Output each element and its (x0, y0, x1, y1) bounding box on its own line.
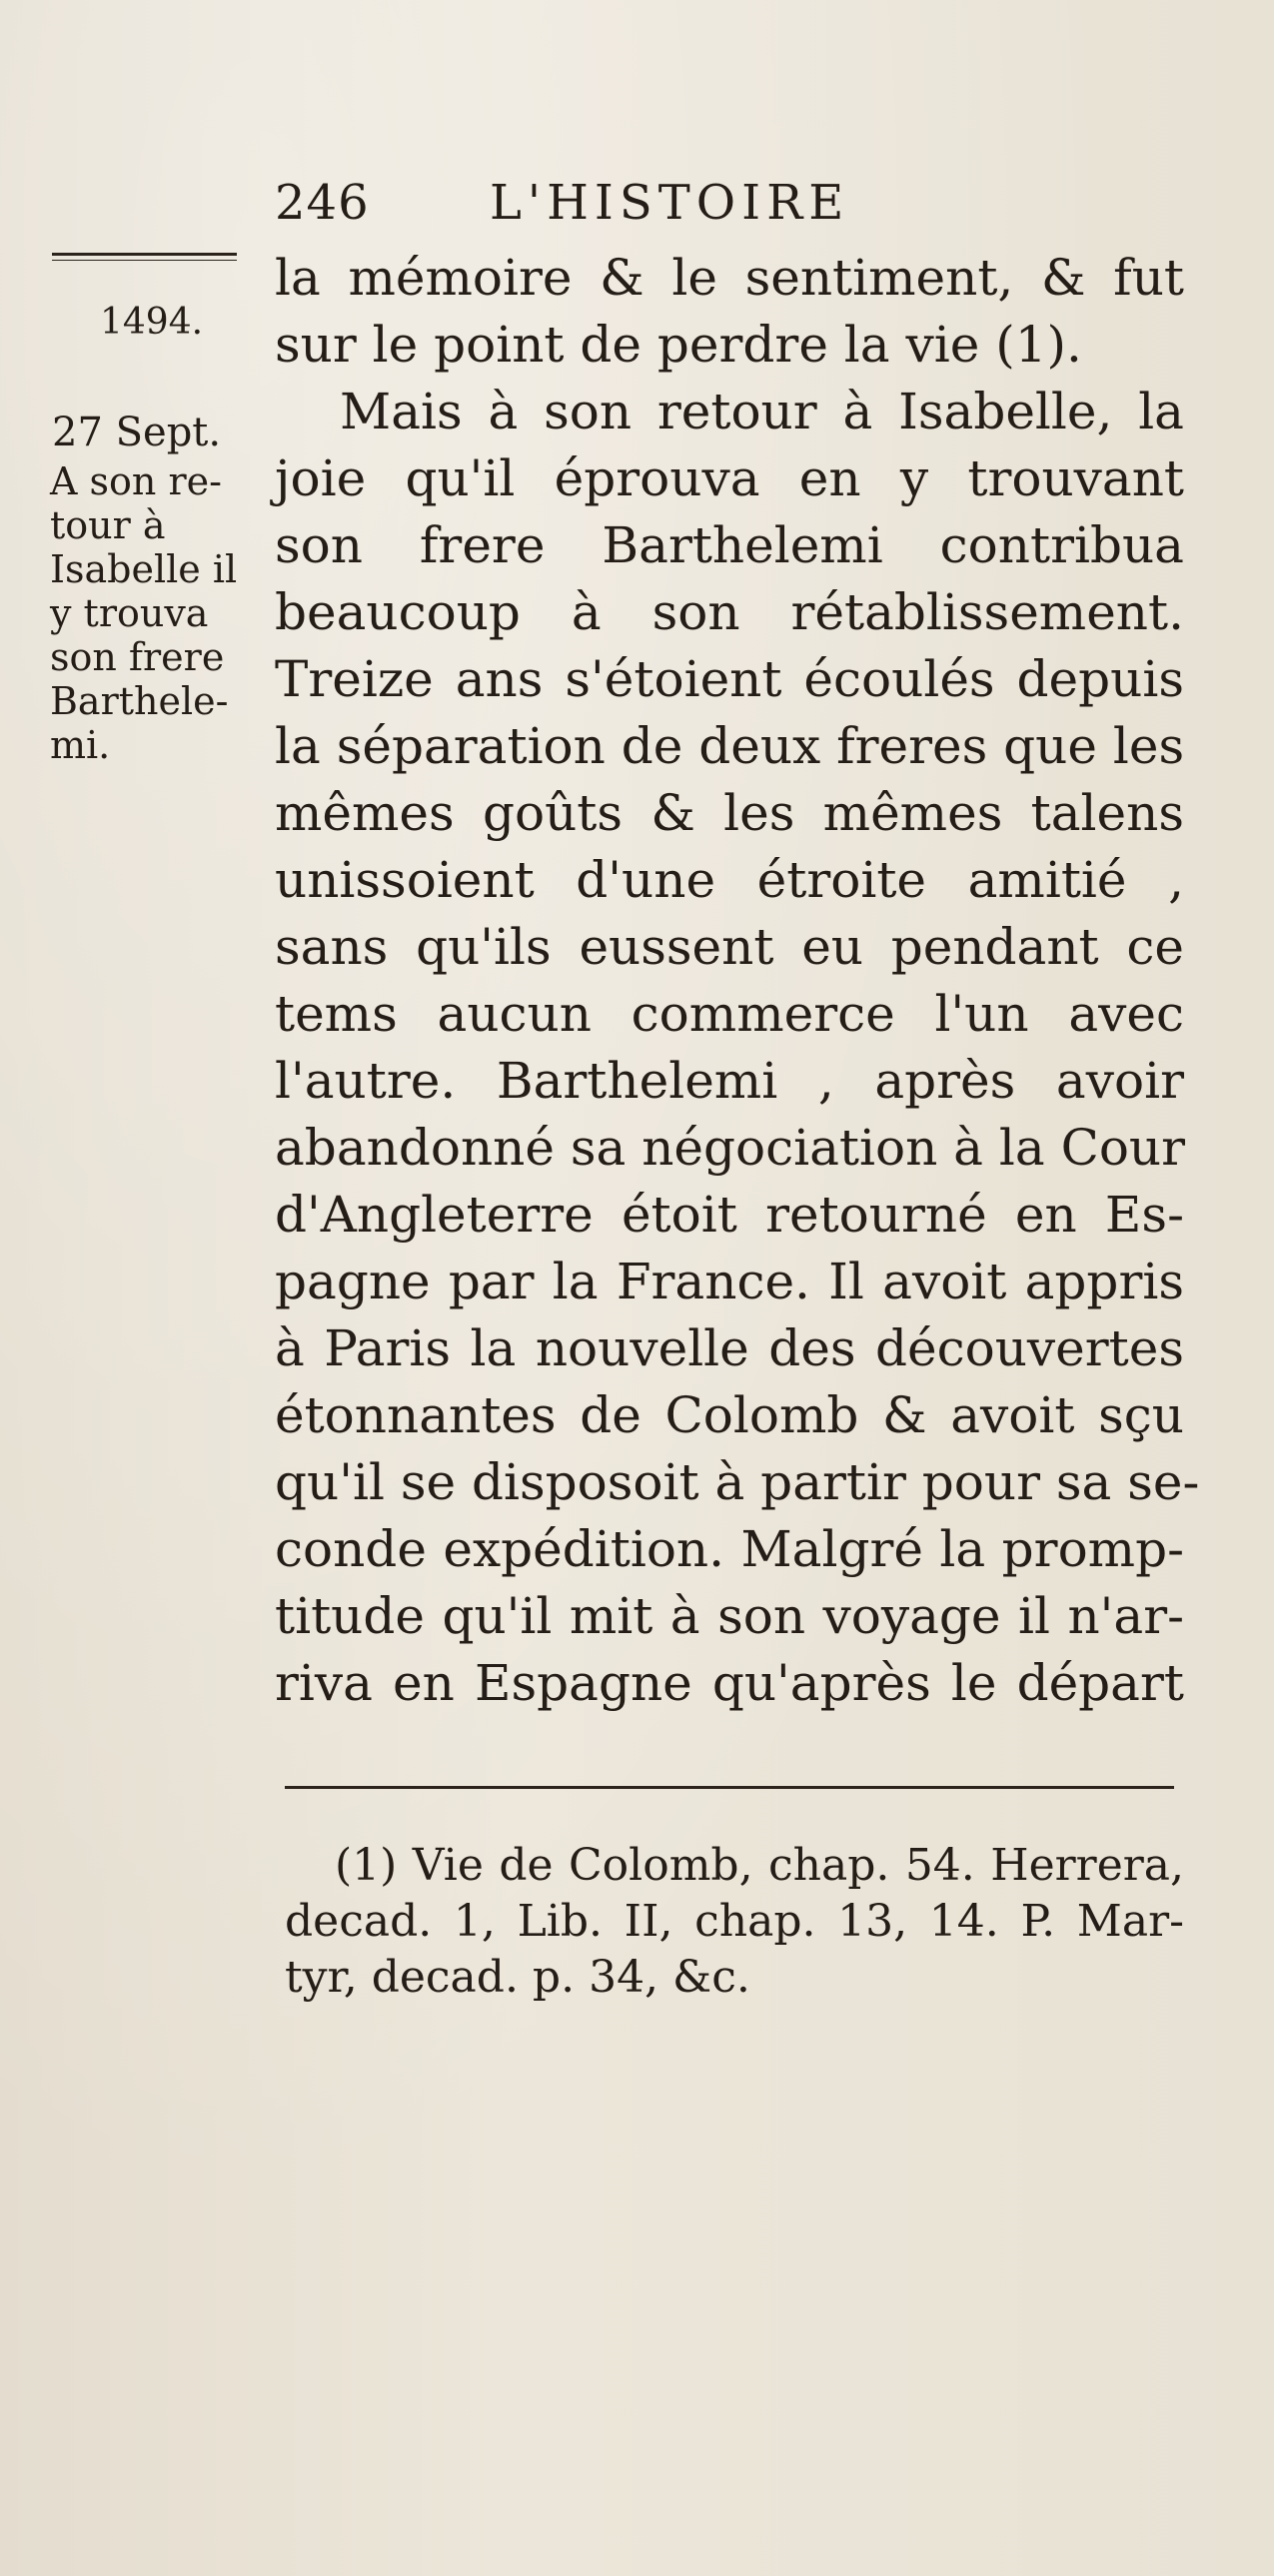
margin-note-line: tour à (50, 503, 166, 547)
text-line: conde expédition. Malgré la promp- (275, 1520, 1184, 1578)
text-line: à Paris la nouvelle des découvertes (275, 1319, 1184, 1377)
running-head: L'HISTOIRE (490, 175, 850, 231)
text-line: la séparation de deux freres que les (275, 717, 1185, 775)
margin-note-line: mi. (50, 723, 111, 767)
text-line: tems aucun commerce l'un avec (275, 985, 1184, 1043)
text-line: pagne par la France. Il avoit appris (275, 1253, 1184, 1310)
footnote-line: (1) Vie de Colomb, chap. 54. Herrera, (335, 1840, 1184, 1891)
margin-note-line: Barthele- (50, 679, 229, 723)
text-line: riva en Espagne qu'après le départ (275, 1654, 1184, 1712)
margin-note (50, 459, 275, 767)
text-line: l'autre. Barthelemi , après avoir (275, 1052, 1184, 1110)
page-number: 246 (275, 175, 370, 231)
text-line: Mais à son retour à Isabelle, la (340, 383, 1184, 440)
margin-rule (52, 253, 237, 261)
footnote-rule (285, 1786, 1174, 1789)
text-line: la mémoire & le sentiment, & fut (275, 249, 1184, 307)
text-line: d'Angleterre étoit retourné en Es- (275, 1186, 1184, 1244)
margin-note-line: y trouva (50, 591, 209, 635)
margin-date: 27 Sept. (52, 410, 222, 455)
text-line: titude qu'il mit à son voyage il n'ar- (275, 1587, 1184, 1645)
footnote (285, 1838, 1184, 2006)
body-text (275, 245, 1200, 1717)
text-line: son frere Barthelemi contribua (275, 516, 1184, 574)
page-header (275, 175, 924, 235)
margin-note-line: son frere (50, 635, 225, 679)
margin-note-line: Isabelle il (50, 547, 238, 591)
text-line: Treize ans s'étoient écoulés depuis (275, 650, 1184, 708)
footnote-line: decad. 1, Lib. II, chap. 13, 14. P. Mar- (285, 1896, 1184, 1947)
margin-note-line: A son re- (50, 459, 222, 503)
text-line: abandonné sa négociation à la Cour (275, 1119, 1186, 1177)
text-line: sur le point de perdre la vie (1). (275, 316, 1082, 374)
text-line: unissoient d'une étroite amitié , (275, 851, 1184, 909)
text-line: étonnantes de Colomb & avoit sçu (275, 1386, 1184, 1444)
footnote-line: tyr, decad. p. 34, &c. (285, 1952, 750, 2003)
text-line: joie qu'il éprouva en y trouvant (275, 449, 1184, 507)
text-line: qu'il se disposoit à partir pour sa se- (275, 1453, 1200, 1511)
text-line: sans qu'ils eussent eu pendant ce (275, 918, 1184, 976)
margin-year: 1494. (100, 302, 204, 343)
text-line: mêmes goûts & les mêmes talens (275, 784, 1184, 842)
text-line: beaucoup à son rétablissement. (275, 583, 1184, 641)
